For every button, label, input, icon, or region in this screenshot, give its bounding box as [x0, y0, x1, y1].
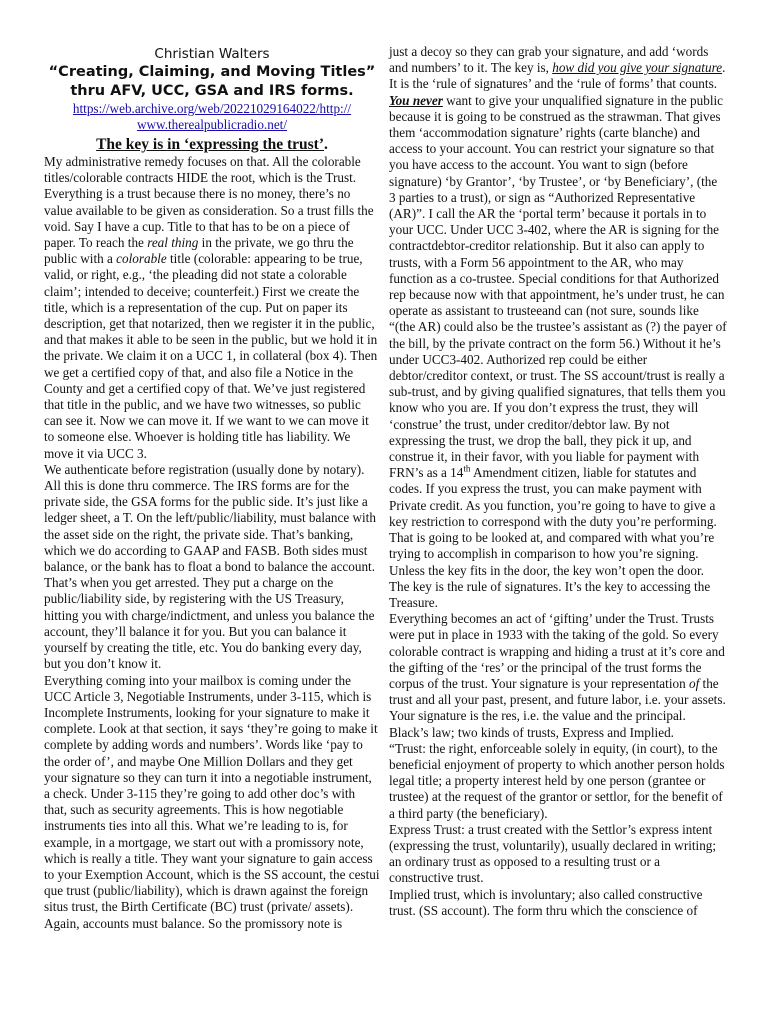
paragraph: We authenticate before registration (usually done by notary). All this is done thru commerce. The IRS forms are for the private side, the GSA forms for the public side. It’s just like a ledger sheet, a T. On the left/public/liability, must balance with the asset side on the right, the private side. That’s banking, which we do according to GAAP and FASB. Both sides must balance, or the bank has to float a bond to balance the account. That’s when you get arrested. They put a charge on the public/liability side, by registering with the US Treasury, hitting you with charge/indictment, and unless you balance the account, they’ll balance it for you. But you can balance it yourself by creating the title, etc. You do banking every day, but you don’t know it. — [44, 461, 376, 672]
text-run: the trust and all your past, present, and future labor, i.e. your assets. Your signature is the res, i.e. the value and the principal. — [389, 675, 726, 724]
text-run: just a decoy so they can grab your signature, and add ‘words and numbers’ to it. The key is, — [389, 44, 709, 76]
left-column — [44, 46, 380, 932]
title-line-1: “Creating, Claiming, and Moving Titles” — [48, 64, 376, 80]
paragraph — [389, 44, 727, 611]
section-heading — [44, 135, 380, 154]
text-run: Amendment citizen, liable for statutes and codes. If you express the trust, you can make payment with Private credit. As you function, you’re going to have to give a key restriction to correspond with the duty you’re performing. That is going to be looked at, and compared with what you’re trying to accomplish in comparison to how you’re signing. Unless the key fits in the door, the key won’t open the door. The key is the rule of signatures. It’s the key to accessing the Treasure. — [389, 465, 717, 610]
archive-link-line-2[interactable]: www.therealpublicradio.net/ — [136, 117, 287, 132]
italic-text: of — [688, 675, 700, 691]
bold-italic-text: You never — [389, 92, 443, 108]
paragraph: Everything coming into your mailbox is coming under the UCC Article 3, Negotiable Instruments, under 3-115, which is Incomplete Instruments, looking for your signature to make it complete. Look at that section, it says ‘they’re going to make it complete by adding words and numbers’. Words like ‘pay to the order of’, and maybe One Million Dollars and they get your signature so they can turn it into a negotiable instrument, a check. Under 3-115 they’re going to add other doc’s with that, such as security agreements. This is how negotiable instruments ties into all this. What we’re leading to is, for example, in a mortgage, we start out with a promissory note, which is really a title. They want your signature to gain access to your Exemption Account, which is the SS account, the cestui que trust (public/liability), which is drawn against the foreign situs trust, the Birth Certificate (BC) trust (private/ assets). Again, accounts must balance. So the promissory note is — [44, 672, 380, 931]
text-run: in the private, we go thru the public with a — [44, 235, 354, 267]
text-run: My administrative remedy focuses on that. All the colorable titles/colorable contracts HIDE the root, which is the Trust. Everything is a trust because there is no money, there’s no value available to be given as consideration. So a trust fills the void. Say I have a cup. Title to that has to be on a piece of paper. To reach the — [44, 154, 374, 251]
author-name: Christian Walters — [154, 46, 270, 62]
italic-text: colorable — [116, 251, 167, 267]
title-line-2: thru AFV, UCC, GSA and IRS forms. — [70, 83, 354, 99]
paragraph: “Trust: the right, enforceable solely in equity, (in court), to the beneficial enjoyment of property to which another person holds legal title; a property interest held by one person (grantee or trustee) at the request of the grantor or settlor, for the benefit of a third party (the beneficiary). — [389, 740, 725, 821]
section-heading-period: . — [324, 136, 328, 153]
text-run: Everything becomes an act of ‘gifting’ under the Trust. Trusts were put in place in 1933 with the taking of the gold. So every colorable contract is wrapping and hiding a trust at it’s core and the gifting of the ‘res’ or the principal of the trust forms the corpus of the trust. Your signature is your representation — [389, 611, 725, 691]
paragraph: Black’s law; two kinds of trusts, Express and Implied. — [389, 724, 674, 740]
italic-text: real thing — [147, 235, 199, 251]
text-run: title (colorable: appearing to be true, valid, or right, e.g., ‘the pleading did not state a colorable claim’; intended to deceive; counterfeit.) First we create the title, which is a representation of the cup. Put on paper its description, get that notarized, then we register it in the public, and that makes it able to be seen in the public, but we hold it in the private. We claim it on a UCC 1, in collateral (box 4). Then we get a certified copy of that, and also file a Notice in the County and get a certified copy of that. We’ve just registered that title in the public, and we have two witnesses, so public can see it. Now we can move it. If we want to we can move it to someone else. Whoever is holding title has liability. We move it via UCC 3. — [44, 251, 378, 461]
section-heading-text: The key is in ‘expressing the trust’ — [96, 136, 325, 153]
right-column — [389, 44, 727, 919]
superscript: th — [463, 463, 471, 474]
text-run: . It is the ‘rule of signatures’ and the ‘rule of forms’ that counts. — [389, 60, 726, 92]
paragraph: Express Trust: a trust created with the Settlor’s express intent (expressing the trust, voluntarily), usually declared in writing; an ordinary trust as opposed to a resulting trust or a constructive trust. — [389, 821, 717, 886]
paragraph — [389, 611, 727, 724]
underlined-italic-text: how did you give your signature — [552, 60, 723, 76]
text-run: want to give your unqualified signature in the public because it is going to be construed as the strawman. That gives them ‘accommodation signature’ rights (carte blanche) and access to your account. You can restrict your signature so that you have access to the account. You want to sign (before signature) ‘by Grantor’, ‘by Trustee’, or ‘by Beneficiary’, (the 3 parties to a trust), or sign as “Authorized Representative (AR)”. I call the AR the ‘portal term’ because it portals in to your UCC. Under UCC 3-402, where the AR is signing for the contractdebtor-creditor relationship. But it also can apply to trusts, with a Form 56 appointment to the AR, who may function as a co-trustee. Special conditions for that Authorized rep because now with that appointment, he’s under trust, he can operate as assistant to trusteeand can (not sure, sounds like “(the AR) could also be the trustee’s assistant as (?) the payer of the bill, by the private contract on the form 56.) Without it he’s under UCC3-402. Authorized rep could be either debtor/creditor context, or trust. The SS account/trust is really a sub-trust, and by giving qualified signatures, that tells them you know who you are. If you don’t express the trust, they will ‘construe’ the trust, under creditor/debtor law. By not expressing the trust, we drop the ball, they pick it up, and construe it, in their favor, with you liable for payment with FRN’s as a 14 — [389, 92, 727, 481]
paragraph: Implied trust, which is involuntary; also called constructive trust. (SS account). The form thru which the conscience of — [389, 886, 703, 918]
archive-link-line-1[interactable]: https://web.archive.org/web/20221029164022/http:// — [72, 101, 352, 116]
paragraph — [44, 154, 380, 462]
